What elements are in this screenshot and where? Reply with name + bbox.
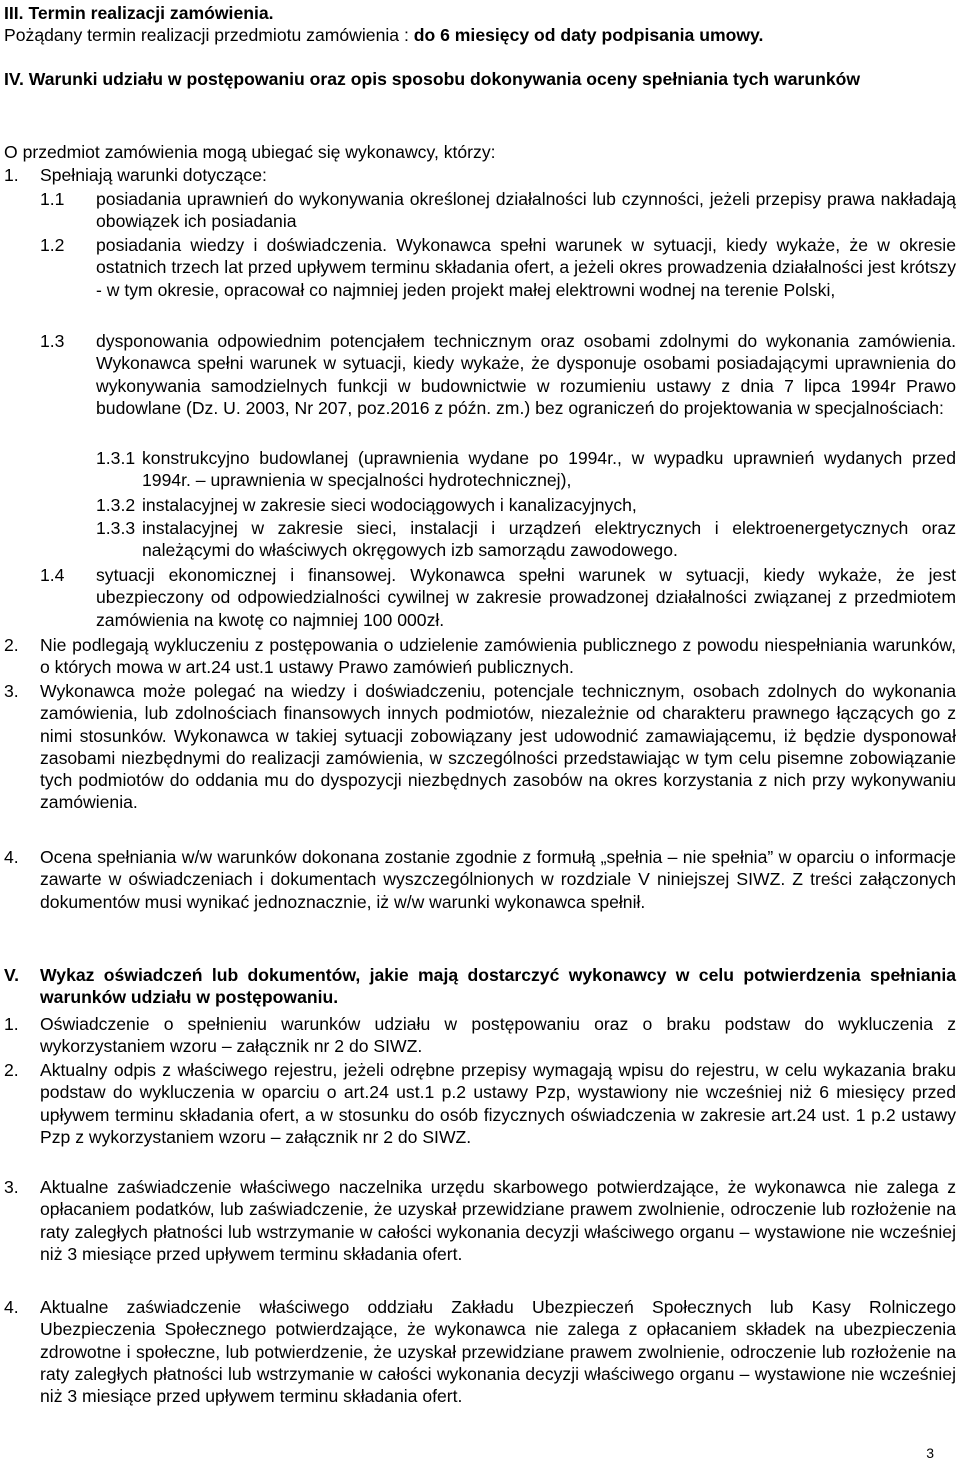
item-number: 1.4 (40, 565, 65, 585)
page-number: 3 (926, 1445, 934, 1461)
section-4-intro: O przedmiot zamówienia mogą ubiegać się wykonawcy, którzy: (4, 142, 496, 162)
section-4-item-1-3-2 (96, 494, 956, 516)
item-text: konstrukcyjno budowlanej (uprawnienia wydane po 1994r., w wypadku uprawnień wydanych przed 1994r. – uprawnienia w specjalności hydrotechnicznej), (142, 448, 956, 491)
section-4-item-2 (4, 634, 956, 679)
item-text: Spełniają warunki dotyczące: (40, 165, 267, 185)
section-4-item-4 (4, 846, 956, 913)
item-number: 4. (4, 847, 19, 867)
section-5-title (4, 964, 956, 1009)
section-4-item-1-2 (40, 234, 956, 301)
item-text: Aktualne zaświadczenie właściwego oddziału Zakładu Ubezpieczeń Społecznych lub Kasy Rolniczego Ubezpieczenia Społecznego potwierdzające, że wykonawca nie zalega z opłacaniem składek na ubezpieczenia zdrowotne i społeczne, lub potwierdzenie, że uzyskał przewidziane prawem zwolnienie, odroczenie lub rozłożenie na raty zaległych płatności lub wstrzymanie w całości wykonania decyzji właściwego organu – wystawione nie wcześniej niż 3 miesiące przed upływem terminu składania ofert. (40, 1297, 956, 1407)
section-3-line (4, 24, 954, 46)
section-4-item-1-3 (40, 330, 956, 419)
section-4-item-1-3-1 (96, 447, 956, 492)
section-5-item-4 (4, 1296, 956, 1407)
item-number: 1.3.1 (96, 448, 136, 468)
item-number: 4. (4, 1297, 19, 1317)
item-number: 1.3.2 (96, 495, 136, 515)
item-number: 3. (4, 1177, 19, 1197)
item-text: posiadania uprawnień do wykonywania określonej działalności lub czynności, jeżeli przepisy prawa nakładają obowiązek ich posiadania (96, 189, 956, 232)
section-4-item-1 (4, 164, 954, 186)
section-5-item-2 (4, 1059, 956, 1148)
section-4-item-1-4 (40, 564, 956, 631)
section-4-item-3 (4, 680, 956, 814)
item-number: 1. (4, 165, 19, 185)
section-number: V. (4, 965, 20, 985)
item-number: 1.2 (40, 235, 65, 255)
section-3-title: III. Termin realizacji zamówienia. (4, 3, 274, 23)
section-title-text: Wykaz oświadczeń lub dokumentów, jakie mają dostarczyć wykonawcy w celu potwierdzenia spełniania warunków udziału w postępowaniu. (40, 965, 956, 1008)
section-5-item-3 (4, 1176, 956, 1265)
item-number: 1. (4, 1014, 19, 1034)
section-3-line-bold: do 6 miesięcy od daty podpisania umowy. (413, 25, 764, 45)
item-number: 1.3.3 (96, 518, 136, 538)
section-4-item-1-1 (40, 188, 956, 233)
item-text: instalacyjnej w zakresie sieci wodociągowych i kanalizacyjnych, (142, 495, 637, 515)
section-3-line-prefix: Pożądany termin realizacji przedmiotu zamówienia : (4, 25, 414, 45)
item-number: 3. (4, 681, 19, 701)
item-text: Nie podlegają wykluczeniu z postępowania o udzielenie zamówienia publicznego z powodu niespełniania warunków, o których mowa w art.24 ust.1 ustawy Prawo zamówień publicznych. (40, 635, 956, 678)
item-number: 2. (4, 635, 19, 655)
item-text: Wykonawca może polegać na wiedzy i doświadczeniu, potencjale technicznym, osobach zdolnych do wykonania zamówienia, lub zdolnościach finansowych innych podmiotów, niezależnie od charakteru prawnego łączących go z nimi stosunków. Wykonawca w takiej sytuacji zobowiązany jest udowodnić zamawiającemu, iż będzie dysponował zasobami niezbędnymi do realizacji zamówienia, w szczególności przedstawiając w tym celu pisemne zobowiązanie tych podmiotów do oddania mu do dyspozycji niezbędnych zasobów na okres korzystania z nich przy wykonywaniu zamówienia. (40, 681, 956, 813)
item-number: 1.3 (40, 331, 65, 351)
item-number: 2. (4, 1060, 19, 1080)
item-text: Oświadczenie o spełnieniu warunków udziału w postępowaniu oraz o braku podstaw do wykluczenia z wykorzystaniem wzoru – załącznik nr 2 do SIWZ. (40, 1014, 956, 1057)
section-5-item-1 (4, 1013, 956, 1058)
section-4-item-1-3-3 (96, 517, 956, 562)
item-text: posiadania wiedzy i doświadczenia. Wykonawca spełni warunek w sytuacji, kiedy wykaże, że w okresie ostatnich trzech lat przed upływem terminu składania ofert, a jeżeli okres prowadzenia działalności jest krótszy - w tym okresie, opracował co najmniej jeden projekt małej elektrowni wodnej na terenie Polski, (96, 235, 956, 300)
item-text: dysponowania odpowiednim potencjałem technicznym oraz osobami zdolnymi do wykonania zamówienia. Wykonawca spełni warunek w sytuacji, kiedy wykaże, że dysponuje osobami posiadającymi uprawnienia do wykonywania samodzielnych funkcji w budownictwie w rozumieniu ustawy z dnia 7 lipca 1994r Prawo budowlane (Dz. U. 2003, Nr 207, poz.2016 z późn. zm.) bez ograniczeń do projektowania w specjalnościach: (96, 331, 956, 418)
section-4-title: IV. Warunki udziału w postępowaniu oraz opis sposobu dokonywania oceny spełniania tych warunków (4, 69, 861, 89)
item-text: Ocena spełniania w/w warunków dokonana zostanie zgodnie z formułą „spełnia – nie spełnia” w oparciu o informacje zawarte w oświadczeniach i dokumentach wyszczególnionych w rozdziale V niniejszej SIWZ. Z treści załączonych dokumentów musi wynikać jednoznacznie, iż w/w warunki wykonawca spełnił. (40, 847, 956, 912)
item-text: Aktualny odpis z właściwego rejestru, jeżeli odrębne przepisy wymagają wpisu do rejestru, w celu wykazania braku podstaw do wykluczenia w oparciu o art.24 ust.1 p.2 ustawy Pzp, wystawiony nie wcześniej niż 6 miesięcy przed upływem terminu składania ofert, a w stosunku do osób fizycznych oświadczenia w zakresie art.24 ust. 1 p.2 ustawy Pzp z wykorzystaniem wzoru – załącznik nr 2 do SIWZ. (40, 1060, 956, 1147)
item-text: instalacyjnej w zakresie sieci, instalacji i urządzeń elektrycznych i elektroenergetycznych oraz należącymi do właściwych okręgowych izb samorządu zawodowego. (142, 518, 956, 561)
item-number: 1.1 (40, 189, 65, 209)
item-text: Aktualne zaświadczenie właściwego naczelnika urzędu skarbowego potwierdzające, że wykonawca nie zalega z opłacaniem podatków, lub zaświadczenie, że uzyskał przewidziane prawem zwolnienie, odroczenie lub rozłożenie na raty zaległych płatności lub wstrzymanie w całości wykonania decyzji właściwego organu – wystawione nie wcześniej niż 3 miesiące przed upływem terminu składania ofert. (40, 1177, 956, 1264)
item-text: sytuacji ekonomicznej i finansowej. Wykonawca spełni warunek w sytuacji, kiedy wykaże, że jest ubezpieczony od odpowiedzialności cywilnej w zakresie prowadzonej działalności związanej z przedmiotem zamówienia na kwotę co najmniej 100 000zł. (96, 565, 956, 630)
